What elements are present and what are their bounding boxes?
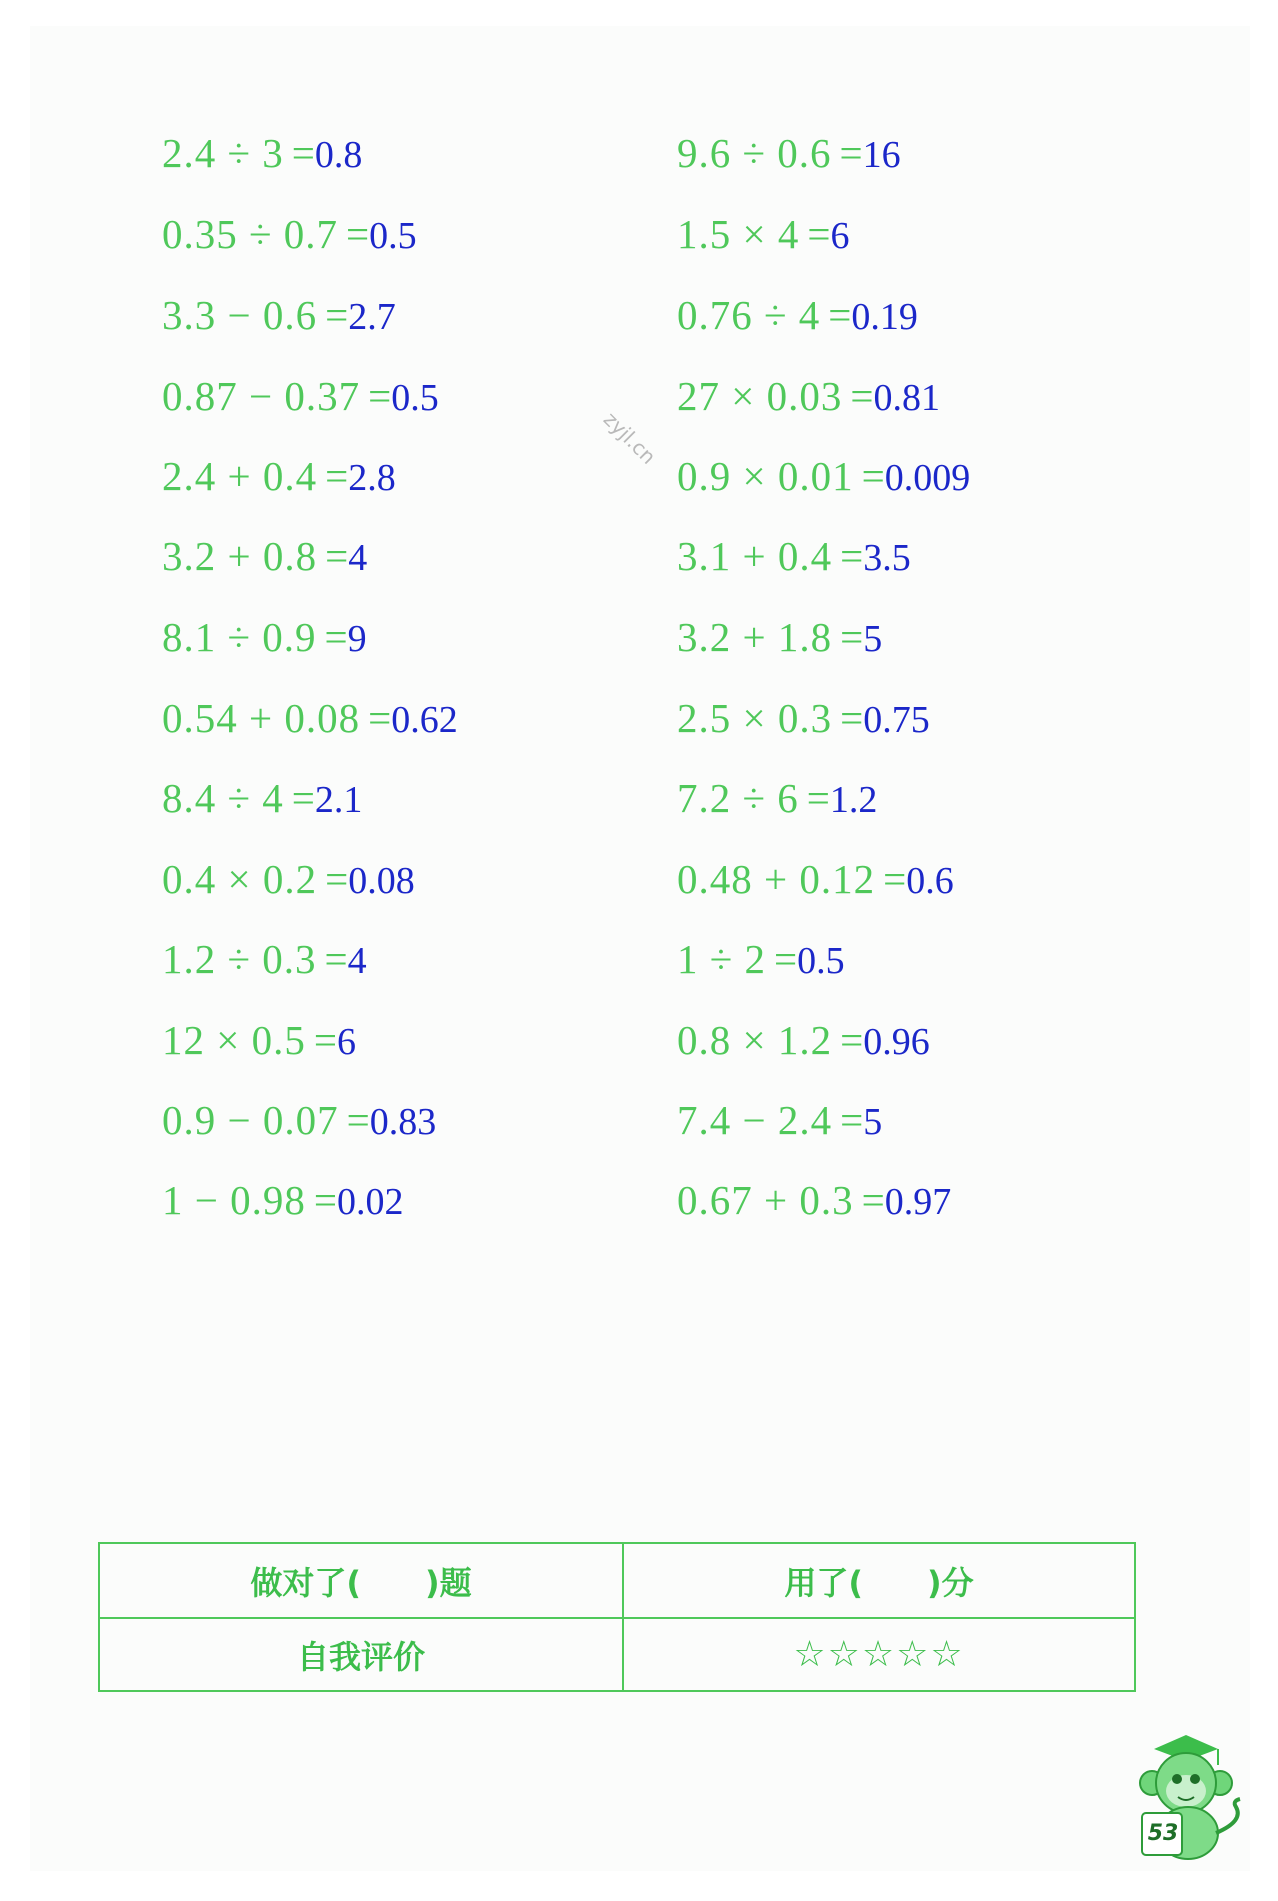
- handwritten-answer: 0.19: [851, 296, 918, 338]
- left-problem-row: [162, 280, 396, 350]
- equals-sign: =: [774, 936, 798, 982]
- equals-sign: =: [313, 1017, 337, 1063]
- left-problem-row: [162, 521, 367, 591]
- problem-expression: 27 × 0.03: [677, 373, 843, 419]
- correct-count-cell: 做对了( )题: [250, 1563, 472, 1602]
- handwritten-answer: 5: [863, 1101, 883, 1143]
- problem-expression: 12 × 0.5: [162, 1017, 306, 1063]
- page-number: 53: [1147, 1821, 1179, 1846]
- handwritten-answer: 2.7: [348, 296, 396, 338]
- problem-expression: 8.4 ÷ 4: [162, 775, 284, 821]
- equals-sign: =: [850, 373, 874, 419]
- problem-expression: 2.4 + 0.4: [162, 453, 318, 499]
- handwritten-answer: 6: [830, 215, 850, 257]
- problem-expression: 0.54 + 0.08: [162, 695, 361, 741]
- equals-sign: =: [325, 292, 349, 338]
- rating-stars: ☆☆☆☆☆: [622, 1617, 1134, 1690]
- problem-expression: 3.2 + 0.8: [162, 533, 318, 579]
- right-problem-row: [677, 361, 940, 431]
- equals-sign: =: [324, 936, 348, 982]
- left-problem-row: [162, 199, 417, 269]
- problem-expression: 1.2 ÷ 0.3: [162, 936, 317, 982]
- equals-sign: =: [291, 130, 315, 176]
- handwritten-answer: 0.75: [863, 699, 930, 741]
- right-problem-row: [677, 763, 877, 833]
- left-problem-row: [162, 763, 362, 833]
- right-problem-row: [677, 1165, 951, 1235]
- right-problem-row: [677, 683, 930, 753]
- handwritten-answer: 0.5: [391, 377, 439, 419]
- problem-expression: 0.8 × 1.2: [677, 1017, 833, 1063]
- equals-sign: =: [840, 1017, 864, 1063]
- problem-expression: 3.3 − 0.6: [162, 292, 318, 338]
- left-problem-row: [162, 924, 367, 994]
- right-problem-row: [677, 118, 901, 188]
- worksheet-page: [30, 26, 1250, 1871]
- handwritten-answer: 0.009: [884, 457, 971, 499]
- equals-sign: =: [325, 453, 349, 499]
- left-problem-row: [162, 844, 415, 914]
- equals-sign: =: [840, 1097, 864, 1143]
- problem-expression: 8.1 ÷ 0.9: [162, 614, 317, 660]
- equals-sign: =: [840, 614, 864, 660]
- equals-sign: =: [828, 292, 852, 338]
- handwritten-answer: 1.2: [829, 779, 878, 821]
- right-problem-row: [677, 602, 882, 672]
- handwritten-answer: 0.8: [314, 134, 363, 176]
- problem-expression: 0.87 − 0.37: [162, 373, 361, 419]
- handwritten-answer: 0.02: [337, 1181, 404, 1223]
- equals-sign: =: [840, 533, 864, 579]
- problem-expression: 3.1 + 0.4: [677, 533, 833, 579]
- equals-sign: =: [368, 695, 392, 741]
- handwritten-answer: 6: [337, 1021, 356, 1063]
- problem-expression: 2.5 × 0.3: [677, 695, 833, 741]
- time-used-cell: 用了( )分: [622, 1544, 1134, 1617]
- problem-expression: 0.67 + 0.3: [677, 1177, 854, 1223]
- handwritten-answer: 0.81: [873, 377, 940, 419]
- problem-expression: 0.9 × 0.01: [677, 453, 854, 499]
- left-problem-row: [162, 441, 396, 511]
- problem-expression: 3.2 + 1.8: [677, 614, 833, 660]
- right-problem-row: [677, 844, 954, 914]
- handwritten-answer: 3.5: [863, 537, 911, 579]
- left-problem-row: [162, 683, 458, 753]
- equals-sign: =: [346, 1097, 370, 1143]
- handwritten-answer: 0.08: [348, 860, 415, 902]
- handwritten-answer: 0.83: [369, 1101, 437, 1143]
- self-evaluation-label: 自我评价: [100, 1617, 622, 1690]
- problem-expression: 0.48 + 0.12: [677, 856, 876, 902]
- equals-sign: =: [291, 775, 315, 821]
- handwritten-answer: 2.8: [348, 457, 396, 499]
- equals-sign: =: [324, 614, 348, 660]
- equals-sign: =: [839, 130, 863, 176]
- right-problem-row: [677, 280, 918, 350]
- problem-expression: 1 − 0.98: [162, 1177, 306, 1223]
- problem-expression: 2.4 ÷ 3: [162, 130, 284, 176]
- problem-expression: 7.4 − 2.4: [677, 1097, 833, 1143]
- handwritten-answer: 5: [863, 618, 883, 660]
- equals-sign: =: [313, 1177, 337, 1223]
- left-problem-row: [162, 118, 362, 188]
- left-problem-row: [162, 361, 439, 431]
- equals-sign: =: [883, 856, 907, 902]
- problem-expression: 0.35 ÷ 0.7: [162, 211, 339, 257]
- left-problem-row: [162, 1165, 404, 1235]
- handwritten-answer: 0.97: [884, 1181, 952, 1223]
- right-problem-row: [677, 441, 970, 511]
- problem-expression: 7.2 ÷ 6: [677, 775, 799, 821]
- right-problem-row: [677, 199, 850, 269]
- equals-sign: =: [368, 373, 392, 419]
- right-problem-row: [677, 924, 845, 994]
- equals-sign: =: [346, 211, 370, 257]
- handwritten-answer: 9: [347, 618, 367, 660]
- problem-expression: 1 ÷ 2: [677, 936, 767, 982]
- handwritten-answer: 0.5: [369, 215, 417, 257]
- problem-expression: 0.4 × 0.2: [162, 856, 318, 902]
- problem-expression: 0.76 ÷ 4: [677, 292, 821, 338]
- problem-expression: 0.9 − 0.07: [162, 1097, 339, 1143]
- right-problem-row: [677, 1085, 882, 1155]
- right-problem-row: [677, 1005, 930, 1075]
- equals-sign: =: [325, 533, 349, 579]
- handwritten-answer: 0.62: [391, 699, 458, 741]
- problem-expression: 1.5 × 4: [677, 211, 800, 257]
- handwritten-answer: 0.96: [863, 1021, 930, 1063]
- equals-sign: =: [840, 695, 864, 741]
- handwritten-answer: 4: [347, 940, 367, 982]
- left-problem-row: [162, 602, 367, 672]
- handwritten-answer: 0.6: [906, 860, 954, 902]
- equals-sign: =: [861, 1177, 885, 1223]
- handwritten-answer: 0.5: [797, 940, 845, 982]
- problem-expression: 9.6 ÷ 0.6: [677, 130, 832, 176]
- equals-sign: =: [325, 856, 349, 902]
- handwritten-answer: 2.1: [314, 779, 363, 821]
- score-table: [98, 1542, 1136, 1692]
- left-problem-row: [162, 1085, 436, 1155]
- left-problem-row: [162, 1005, 356, 1075]
- equals-sign: =: [861, 453, 885, 499]
- equals-sign: =: [807, 211, 831, 257]
- handwritten-answer: 4: [348, 537, 368, 579]
- equals-sign: =: [806, 775, 830, 821]
- watermark: zyjl.cn: [598, 407, 661, 469]
- handwritten-answer: 16: [862, 134, 901, 176]
- right-problem-row: [677, 521, 911, 591]
